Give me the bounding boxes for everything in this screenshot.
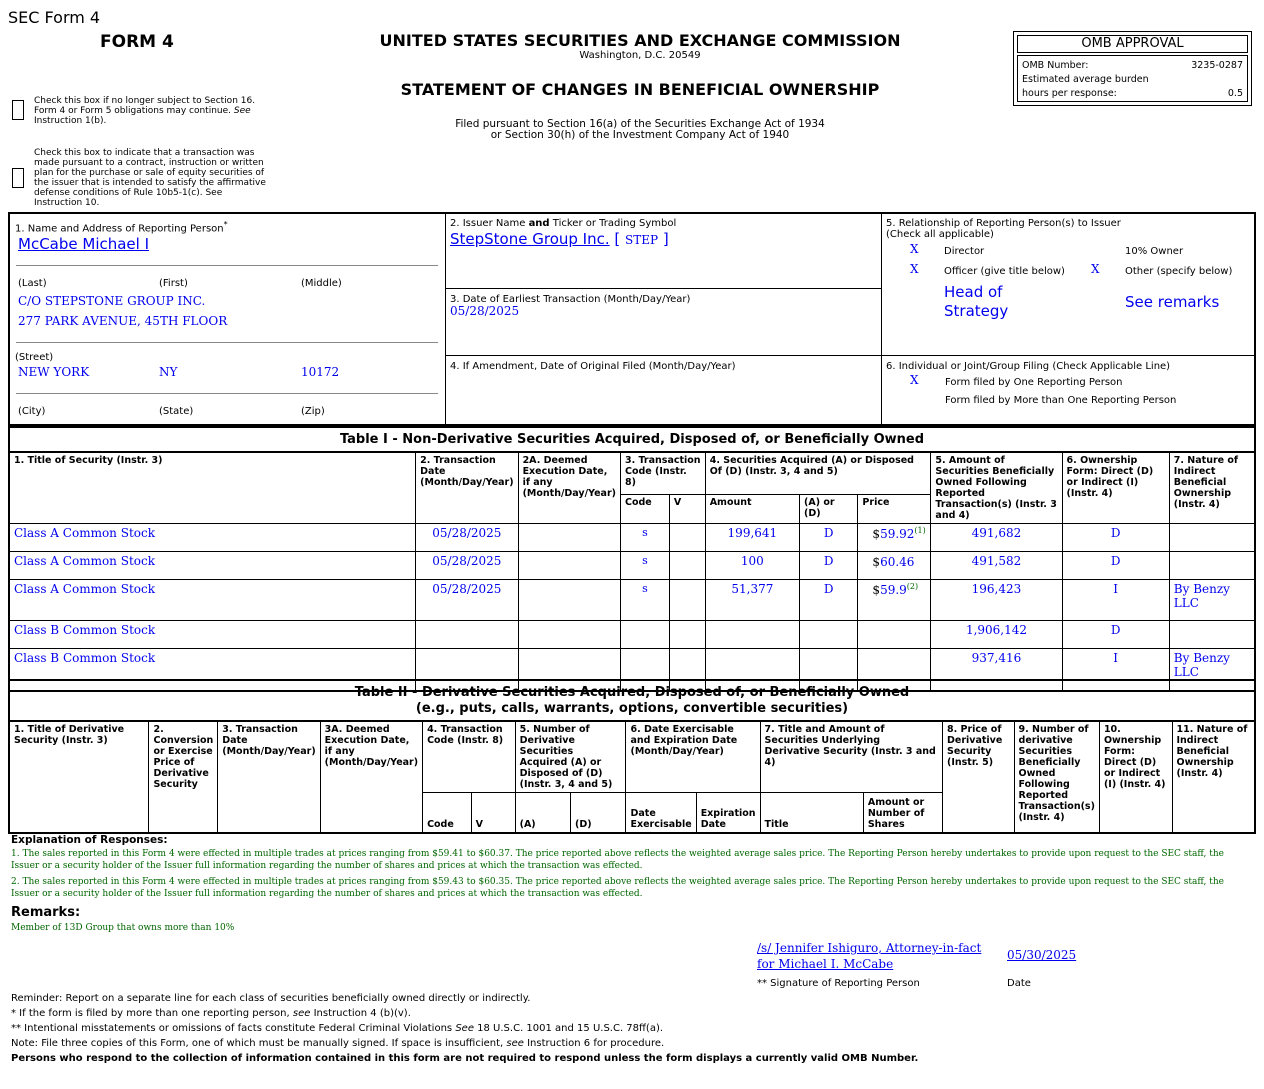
price-footnote-ref[interactable]: (1)	[914, 526, 926, 535]
t1-cell-deemed	[518, 524, 620, 552]
t1-cell-form: I	[1062, 580, 1169, 621]
city-value: NEW YORK	[18, 365, 90, 379]
reporting-person-name-link[interactable]: McCabe Michael I	[18, 235, 150, 253]
director-label: Director	[944, 246, 985, 257]
box5-relationship	[881, 212, 1256, 356]
t1-cell-price	[858, 580, 931, 621]
reminder-5: Persons who respond to the collection of information contained in this form are not required to respond unless the form displays a currently valid OMB Number.	[11, 1053, 919, 1064]
t1-cell-code: s	[620, 552, 669, 580]
t1-h-deemed: 2A. Deemed Execution Date, if any (Month/Day/Year)	[518, 452, 620, 524]
table-row	[9, 580, 1255, 621]
rule10b5-checkbox-label: Check this box to indicate that a transaction was made pursuant to a contract, instruction or written plan for the purchase or sale of equity securities of the issuer that is intended to satisfy the affirmative defense conditions of Rule 10b5-1(c). See Instruction 10.	[34, 148, 266, 208]
table2-subtitle: (e.g., puts, calls, warrants, options, convertible securities)	[415, 700, 849, 716]
table-row	[9, 621, 1255, 649]
price-dollar-sign: $	[872, 583, 881, 597]
t1-sub-price: Price	[858, 494, 931, 523]
page-top-label: SEC Form 4	[8, 8, 101, 27]
t2-h-underlying: 7. Title and Amount of Securities Underlying Derivative Security (Instr. 3 and 4)	[760, 721, 942, 793]
statement-title: STATEMENT OF CHANGES IN BENEFICIAL OWNERSHIP	[400, 80, 880, 99]
t1-cell-price	[858, 524, 931, 552]
box5-label: 5. Relationship of Reporting Person(s) to Issuer	[886, 218, 1121, 229]
ticker-symbol: STEP	[625, 233, 659, 247]
t1-sub-ad: (A) or (D)	[800, 494, 858, 523]
box1-label: 1. Name and Address of Reporting Person*	[15, 220, 228, 235]
t2-sub-d: (D)	[571, 793, 626, 833]
t1-cell-deemed	[518, 580, 620, 621]
director-check[interactable]: X	[910, 242, 919, 256]
date-label: Date	[1007, 978, 1031, 989]
t1-h-nature: 7. Nature of Indirect Beneficial Ownership (Instr. 4)	[1169, 452, 1255, 524]
box4-label: 4. If Amendment, Date of Original Filed (Month/Day/Year)	[450, 361, 736, 372]
t1-cell-nature: By Benzy LLC	[1169, 649, 1255, 691]
t1-h-owned: 5. Amount of Securities Beneficially Owned Following Reported Transaction(s) (Instr. 3 and 4)	[931, 452, 1062, 524]
t1-cell-ad	[800, 621, 858, 649]
t1-cell-ad: D	[800, 524, 858, 552]
form-title: FORM 4	[100, 32, 174, 52]
remarks-title: Remarks:	[11, 905, 81, 920]
t1-cell-nature	[1169, 621, 1255, 649]
price-dollar-sign: $	[872, 555, 881, 569]
last-label: (Last)	[18, 278, 47, 289]
t1-cell-date: 05/28/2025	[416, 552, 518, 580]
t1-cell-code: s	[620, 524, 669, 552]
t1-h-securities: 4. Securities Acquired (A) or Disposed Of (D) (Instr. 3, 4 and 5)	[705, 452, 931, 494]
box3-label: 3. Date of Earliest Transaction (Month/Day/Year)	[450, 294, 691, 305]
city-label: (City)	[18, 406, 46, 417]
table2-derivative	[8, 679, 1256, 834]
price-value: 59.92	[880, 527, 915, 541]
t1-cell-owned: 1,906,142	[931, 621, 1062, 649]
t1-cell-form: I	[1062, 649, 1169, 691]
address-line-1: C/O STEPSTONE GROUP INC.	[18, 294, 206, 308]
box5-sublabel: (Check all applicable)	[886, 229, 994, 240]
table2-title: Table II - Derivative Securities Acquired, Disposed of, or Beneficially Owned	[354, 684, 910, 700]
t1-cell-owned: 937,416	[931, 649, 1062, 691]
t1-cell-date: 05/28/2025	[416, 524, 518, 552]
t1-sub-v: V	[669, 494, 705, 523]
box1-reporting-person	[8, 212, 446, 426]
omb-hours-label: hours per response:	[1022, 88, 1117, 99]
box2-label: 2. Issuer Name and Ticker or Trading Symbol	[450, 218, 677, 229]
state-label: (State)	[159, 406, 194, 417]
t1-cell-v	[669, 621, 705, 649]
box6-label: 6. Individual or Joint/Group Filing (Check Applicable Line)	[886, 361, 1171, 372]
t2-sub-title: Title	[760, 793, 863, 833]
city-divider	[16, 393, 438, 394]
t1-h-date: 2. Transaction Date (Month/Day/Year)	[416, 452, 518, 524]
t1-cell-title: Class B Common Stock	[9, 649, 416, 691]
t1-cell-ad: D	[800, 552, 858, 580]
first-label: (First)	[159, 278, 188, 289]
t1-cell-title: Class A Common Stock	[9, 552, 416, 580]
issuer-line: StepStone Group Inc. [ STEP ]	[450, 230, 669, 248]
filed-pursuant-2: or Section 30(h) of the Investment Company Act of 1940	[490, 129, 790, 141]
t1-cell-amount	[705, 621, 799, 649]
zip-label: (Zip)	[301, 406, 325, 417]
t2-h-price: 8. Price of Derivative Security (Instr. 5)	[943, 721, 1015, 833]
reminder-1: Reminder: Report on a separate line for each class of securities beneficially owned directly or indirectly.	[11, 993, 531, 1004]
agency-name: UNITED STATES SECURITIES AND EXCHANGE COMMISSION	[379, 31, 901, 50]
t1-cell-nature	[1169, 524, 1255, 552]
price-footnote-ref[interactable]: (2)	[906, 582, 919, 591]
name-divider	[16, 265, 438, 266]
t1-cell-code: s	[620, 580, 669, 621]
state-value: NY	[159, 365, 178, 379]
section16-checkbox[interactable]	[12, 100, 24, 120]
t1-cell-owned: 196,423	[931, 580, 1062, 621]
more-persons-label: Form filed by More than One Reporting Person	[945, 395, 1177, 406]
t2-h-nature: 11. Nature of Indirect Beneficial Ownership (Instr. 4)	[1172, 721, 1255, 833]
other-check[interactable]: X	[1091, 262, 1100, 276]
t2-sub-expiration: Expiration Date	[696, 793, 760, 833]
officer-title: Head of Strategy	[944, 283, 1009, 320]
table1-nonderivative	[8, 426, 1256, 692]
one-person-check[interactable]: X	[910, 373, 919, 387]
rule10b5-checkbox[interactable]	[12, 168, 24, 188]
t2-sub-exercisable: Date Exercisable	[626, 793, 696, 833]
middle-label: (Middle)	[301, 278, 342, 289]
signature-date-link[interactable]: 05/30/2025	[1007, 948, 1077, 962]
t2-h-number: 5. Number of Derivative Securities Acquired (A) or Disposed of (D) (Instr. 3, 4 and 5)	[515, 721, 626, 793]
t1-cell-amount: 51,377	[705, 580, 799, 621]
address-line-2: 277 PARK AVENUE, 45TH FLOOR	[18, 314, 228, 328]
t1-cell-title: Class B Common Stock	[9, 621, 416, 649]
other-description: See remarks	[1125, 293, 1220, 311]
t1-cell-v	[669, 524, 705, 552]
t1-sub-amount: Amount	[705, 494, 799, 523]
t1-h-form: 6. Ownership Form: Direct (D) or Indirect (I) (Instr. 4)	[1062, 452, 1169, 524]
t2-h-owned: 9. Number of derivative Securities Beneficially Owned Following Reported Transaction(s) (Instr. 4)	[1014, 721, 1099, 833]
remarks-text: Member of 13D Group that owns more than 10%	[11, 923, 235, 933]
t1-cell-deemed	[518, 552, 620, 580]
t2-h-code: 4. Transaction Code (Instr. 8)	[423, 721, 516, 793]
box2-issuer	[445, 212, 882, 289]
ten-percent-owner-label: 10% Owner	[1125, 246, 1184, 257]
explanation-title: Explanation of Responses:	[11, 834, 168, 846]
signature-label: ** Signature of Reporting Person	[757, 978, 920, 989]
t1-cell-date	[416, 621, 518, 649]
officer-label: Officer (give title below)	[944, 266, 1065, 277]
reminder-2: * If the form is filed by more than one reporting person, see Instruction 4 (b)(v).	[11, 1008, 411, 1019]
filed-pursuant-1: Filed pursuant to Section 16(a) of the Securities Exchange Act of 1934	[455, 118, 825, 130]
table2-title-cell	[9, 680, 1255, 721]
box4-amendment	[445, 355, 882, 426]
t1-cell-amount: 199,641	[705, 524, 799, 552]
omb-number-value: 3235-0287	[1191, 60, 1243, 71]
signature-link[interactable]: /s/ Jennifer Ishiguro, Attorney-in-fact for Michael I. McCabe	[757, 941, 982, 971]
agency-city: Washington, D.C. 20549	[579, 50, 701, 61]
t2-sub-a: (A)	[515, 793, 570, 833]
t1-cell-nature	[1169, 552, 1255, 580]
t2-sub-v: V	[471, 793, 515, 833]
table1-title: Table I - Non-Derivative Securities Acquired, Disposed of, or Beneficially Owned	[9, 427, 1255, 452]
t1-cell-form: D	[1062, 552, 1169, 580]
t1-cell-title: Class A Common Stock	[9, 524, 416, 552]
t1-cell-date: 05/28/2025	[416, 580, 518, 621]
price-value: 59.9	[880, 583, 907, 597]
t1-cell-owned: 491,682	[931, 524, 1062, 552]
t1-h-code: 3. Transaction Code (Instr. 8)	[620, 452, 705, 494]
issuer-name-link[interactable]: StepStone Group Inc.	[450, 230, 610, 248]
t2-sub-code: Code	[423, 793, 472, 833]
omb-approval-box	[1013, 31, 1252, 106]
omb-burden-label: Estimated average burden	[1022, 74, 1149, 85]
t1-cell-title: Class A Common Stock	[9, 580, 416, 621]
price-dollar-sign: $	[872, 527, 881, 541]
earliest-transaction-date: 05/28/2025	[450, 304, 520, 318]
street-label: (Street)	[15, 352, 54, 363]
t1-cell-deemed	[518, 621, 620, 649]
footnote-2: 2. The sales reported in this Form 4 were effected in multiple trades at prices ranging from $59.43 to $60.35. The price reported above reflects the weighted average sales price. The Reporting Person hereby undertakes to provide upon request to the SEC staff, the Issuer or a security holder of the Issuer full information regarding the number of shares and prices at which the transaction was effected.	[11, 877, 1224, 899]
t2-h-exercisable: 6. Date Exercisable and Expiration Date (Month/Day/Year)	[626, 721, 760, 793]
t2-h-conversion: 2. Conversion or Exercise Price of Derivative Security	[149, 721, 218, 833]
t2-h-title: 1. Title of Derivative Security (Instr. 3)	[9, 721, 149, 833]
one-person-label: Form filed by One Reporting Person	[945, 377, 1123, 388]
table-row	[9, 552, 1255, 580]
other-label: Other (specify below)	[1125, 266, 1233, 277]
t1-cell-amount: 100	[705, 552, 799, 580]
t1-h-title: 1. Title of Security (Instr. 3)	[9, 452, 416, 524]
omb-details	[1017, 55, 1248, 102]
street-divider	[16, 342, 438, 343]
t2-h-deemed: 3A. Deemed Execution Date, if any (Month/Day/Year)	[320, 721, 422, 833]
officer-check[interactable]: X	[910, 262, 919, 276]
t2-h-form: 10. Ownership Form: Direct (D) or Indirect (I) (Instr. 4)	[1099, 721, 1172, 833]
omb-number-label: OMB Number:	[1022, 60, 1089, 71]
reminder-4: Note: File three copies of this Form, one of which must be manually signed. If space is insufficient, see Instruction 6 for procedure.	[11, 1038, 665, 1049]
box6-filing	[881, 355, 1256, 426]
t1-cell-price	[858, 621, 931, 649]
section16-checkbox-label: Check this box if no longer subject to Section 16. Form 4 or Form 5 obligations may continue. See Instruction 1(b).	[34, 96, 256, 126]
t1-cell-ad: D	[800, 580, 858, 621]
t1-cell-nature: By Benzy LLC	[1169, 580, 1255, 621]
omb-title: OMB APPROVAL	[1017, 35, 1248, 53]
box3-earliest-date	[445, 288, 882, 356]
t1-cell-v	[669, 552, 705, 580]
zip-value: 10172	[301, 365, 340, 379]
t1-cell-owned: 491,582	[931, 552, 1062, 580]
reminder-3: ** Intentional misstatements or omissions of facts constitute Federal Criminal Violations See 18 U.S.C. 1001 and 15 U.S.C. 78ff(a).	[11, 1023, 664, 1034]
t1-cell-form: D	[1062, 524, 1169, 552]
t1-cell-v	[669, 580, 705, 621]
price-value: 60.46	[880, 555, 915, 569]
footnote-1: 1. The sales reported in this Form 4 were effected in multiple trades at prices ranging from $59.41 to $60.37. The price reported above reflects the weighted average sales price. The Reporting Person hereby undertakes to provide upon request to the SEC staff, the Issuer or a security holder of the Issuer full information regarding the number of shares and prices at which the transaction was effected.	[11, 849, 1224, 871]
t1-cell-code	[620, 621, 669, 649]
t2-h-date: 3. Transaction Date (Month/Day/Year)	[218, 721, 320, 833]
table-row	[9, 524, 1255, 552]
t1-sub-code: Code	[620, 494, 669, 523]
t1-cell-price	[858, 552, 931, 580]
omb-hours-value: 0.5	[1227, 88, 1243, 99]
t2-sub-amount: Amount or Number of Shares	[863, 793, 942, 833]
t1-cell-form: D	[1062, 621, 1169, 649]
